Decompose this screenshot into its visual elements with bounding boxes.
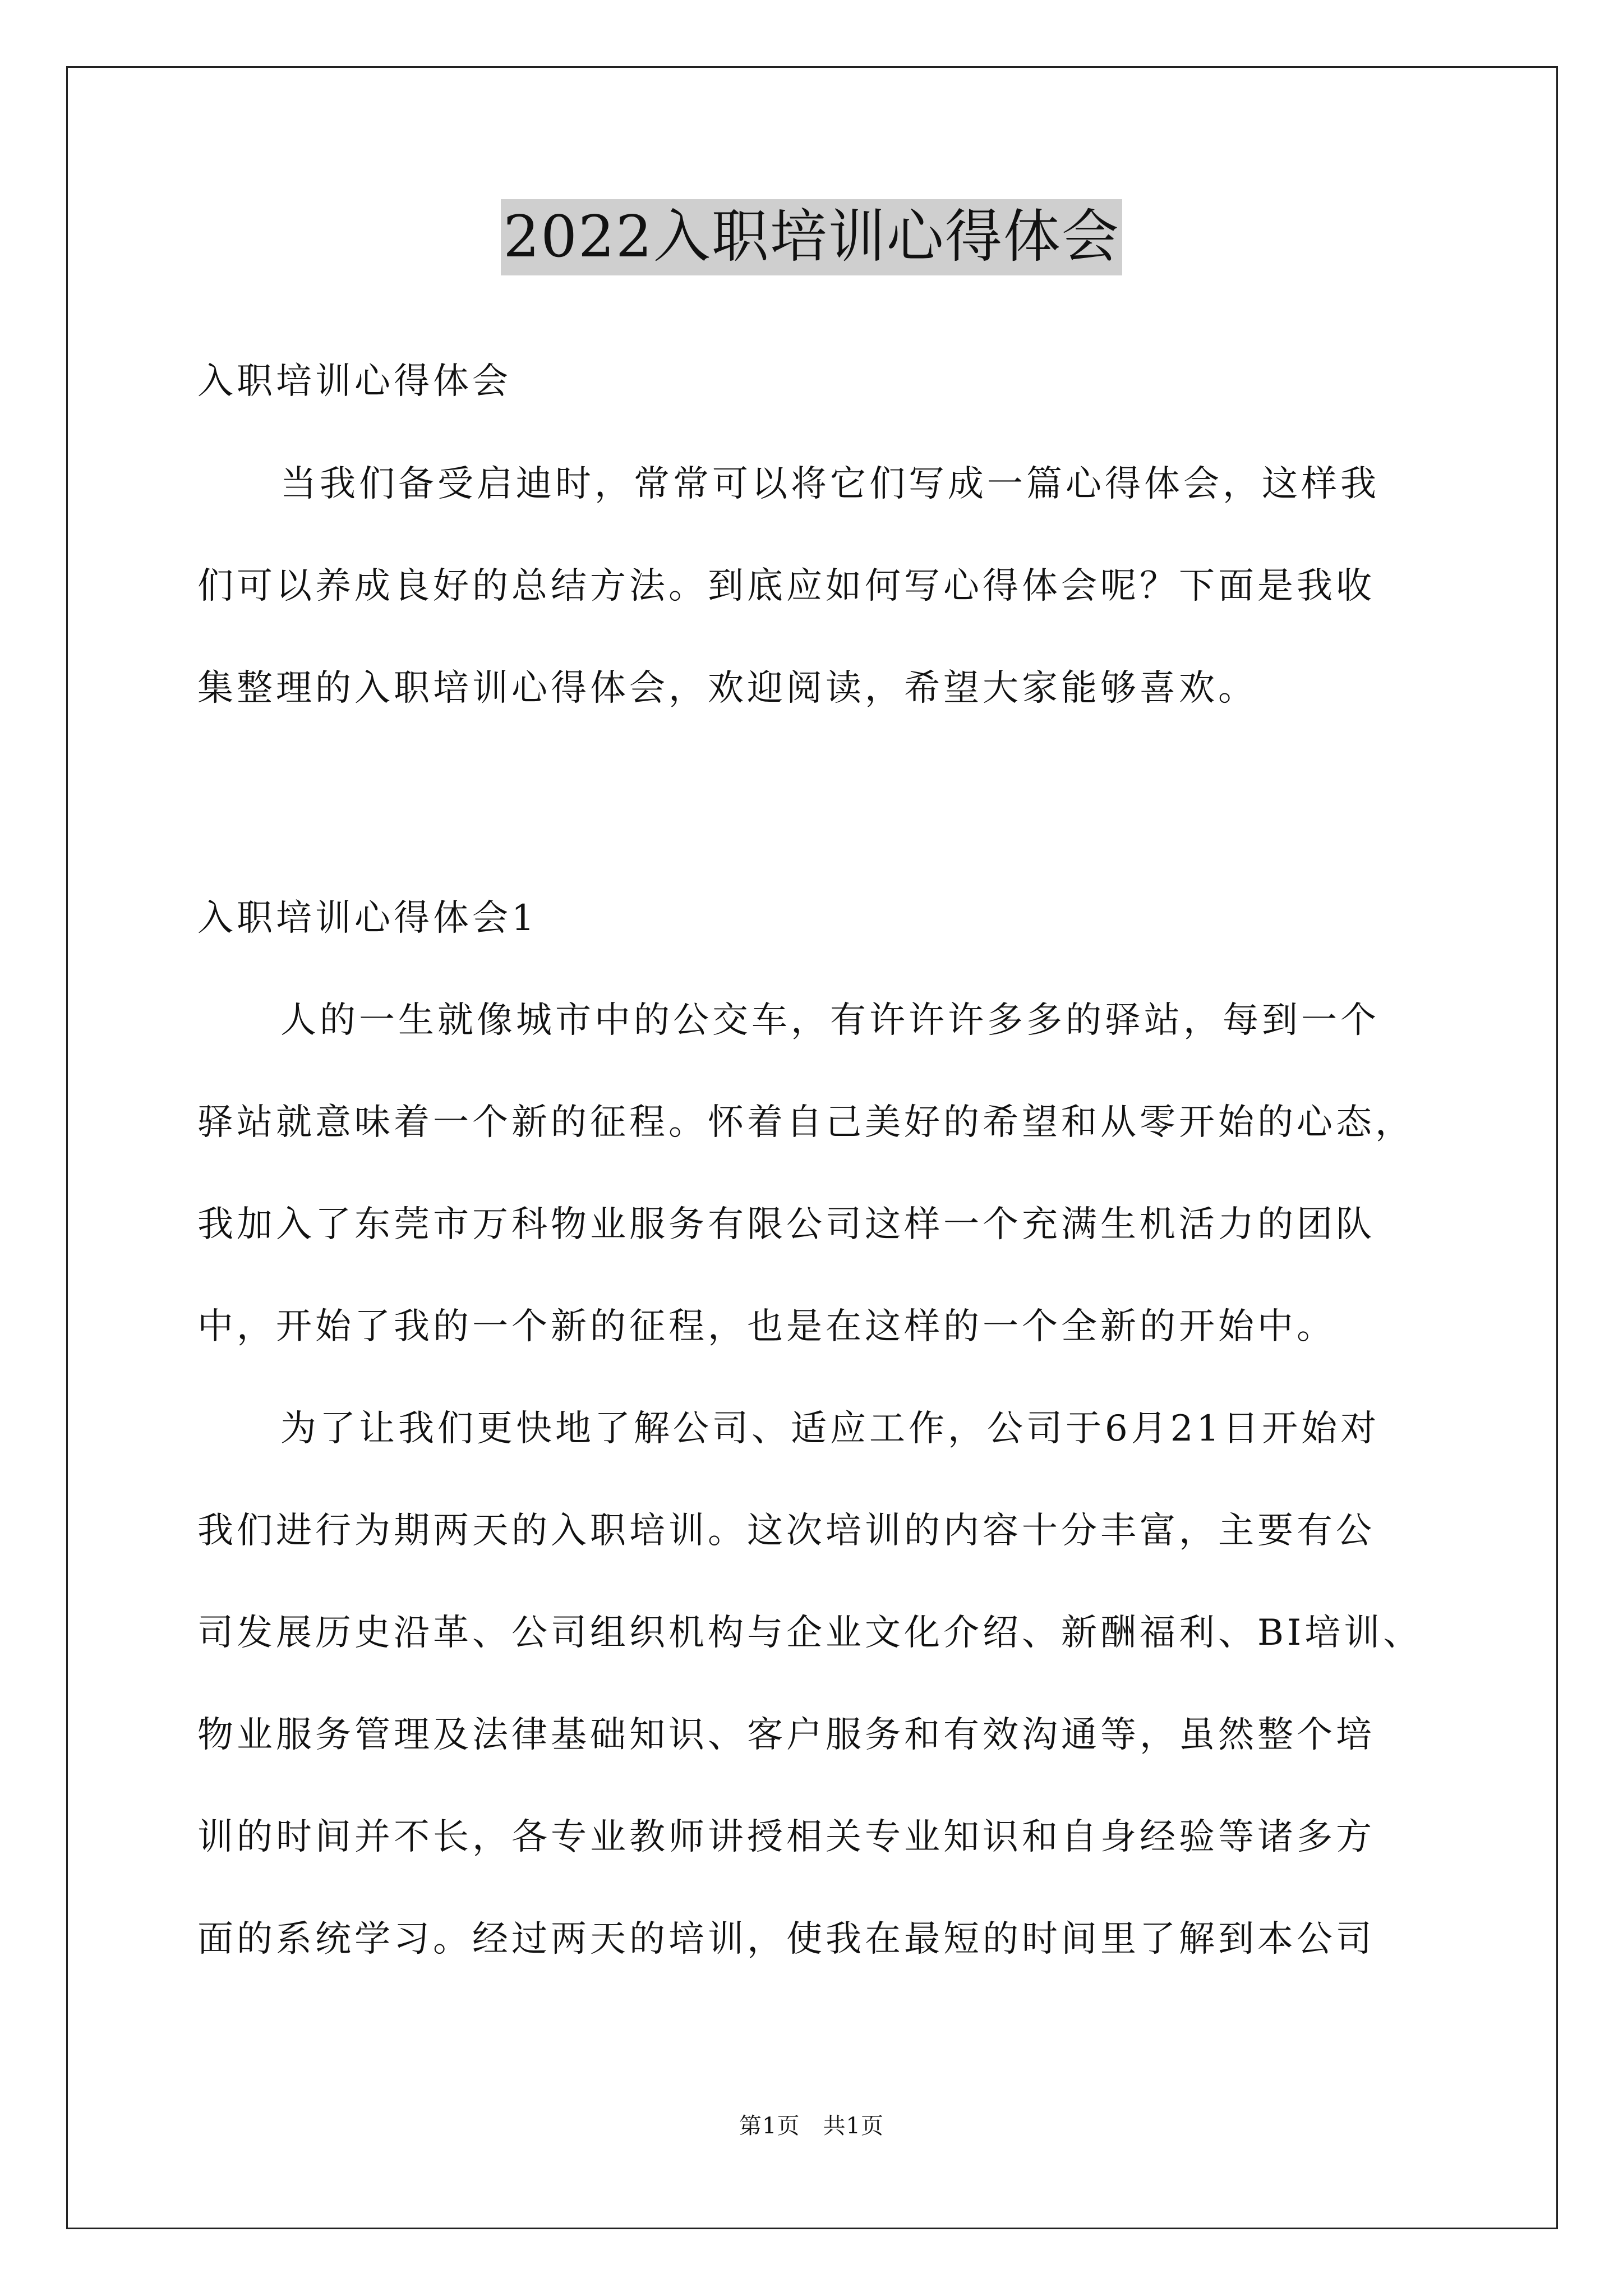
paragraph1-line: 驿站就意味着一个新的征程。怀着自己美好的希望和从零开始的心态， <box>197 1102 1414 1143</box>
intro-line: 们可以养成良好的总结方法。到底应如何写心得体会呢？下面是我收 <box>197 565 1375 607</box>
intro-line: 当我们备受启迪时，常常可以将它们写成一篇心得体会，这样我 <box>280 463 1380 505</box>
section-heading: 入职培训心得体会1 <box>197 898 538 939</box>
title-container <box>0 199 1623 275</box>
page-footer: 第1页 共1页 <box>739 2113 884 2139</box>
paragraph2-line: 训的时间并不长，各专业教师讲授相关专业知识和自身经验等诸多方 <box>197 1816 1375 1858</box>
paragraph2-line: 物业服务管理及法律基础知识、客户服务和有效沟通等，虽然整个培 <box>197 1714 1375 1756</box>
paragraph2-line: 面的系统学习。经过两天的培训，使我在最短的时间里了解到本公司 <box>197 1918 1375 1960</box>
paragraph1-line: 人的一生就像城市中的公交车，有许许许多多的驿站，每到一个 <box>280 1000 1380 1041</box>
paragraph1-line: 我加入了东莞市万科物业服务有限公司这样一个充满生机活力的团队 <box>197 1204 1375 1245</box>
paragraph2-line: 司发展历史沿革、公司组织机构与企业文化介绍、新酬福利、BI培训、 <box>197 1612 1423 1654</box>
paragraph2-line: 我们进行为期两天的入职培训。这次培训的内容十分丰富，主要有公 <box>197 1510 1375 1552</box>
paragraph2-line: 为了让我们更快地了解公司、适应工作，公司于6月21日开始对 <box>280 1408 1380 1450</box>
paragraph1-line: 中，开始了我的一个新的征程，也是在这样的一个全新的开始中。 <box>197 1306 1336 1347</box>
document-title: 2022入职培训心得体会 <box>501 199 1122 275</box>
intro-line: 集整理的入职培训心得体会，欢迎阅读，希望大家能够喜欢。 <box>197 668 1257 709</box>
subtitle: 入职培训心得体会 <box>197 361 511 402</box>
